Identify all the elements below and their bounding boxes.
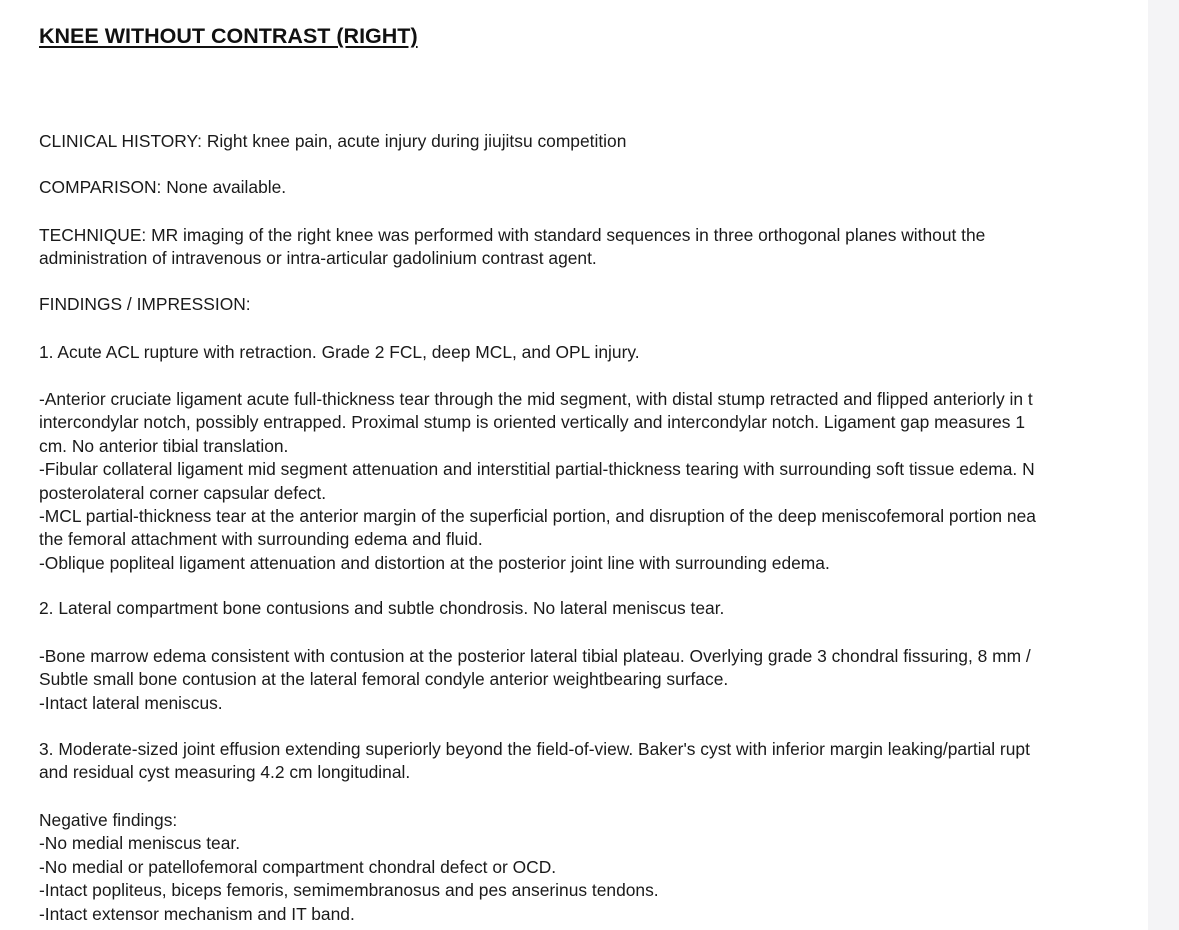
finding-2-details (39, 645, 1147, 715)
finding-2-detail-line: -Intact lateral meniscus. (39, 692, 223, 713)
finding-1-detail-line: -Oblique popliteal ligament attenuation and distortion at the posterior joint line with surrounding edema. (39, 552, 830, 573)
finding-2-summary (39, 597, 1147, 620)
negative-findings-heading: Negative findings: (39, 810, 178, 830)
negative-findings (39, 809, 1147, 926)
comparison-text: COMPARISON: None available. (39, 177, 287, 197)
finding-1-summary (39, 341, 1147, 364)
report-title: KNEE WITHOUT CONTRAST (RIGHT) (39, 24, 418, 48)
technique (39, 224, 1147, 271)
finding-1-detail-line: posterolateral corner capsular defect. (39, 482, 327, 503)
finding-3 (39, 738, 1147, 785)
negative-finding-item: -Intact extensor mechanism and IT band. (39, 903, 355, 924)
negative-finding-item: -No medial meniscus tear. (39, 833, 241, 854)
technique-line: TECHNIQUE: MR imaging of the right knee was performed with standard sequences in three orthogonal planes without the (39, 225, 986, 245)
finding-1-detail-line: intercondylar notch, possibly entrapped. Proximal stump is oriented vertically and intercondylar notch. Ligament gap measures 1 (39, 412, 1025, 433)
finding-1-detail-line: cm. No anterior tibial translation. (39, 435, 289, 456)
finding-1-detail-line: -Fibular collateral ligament mid segment attenuation and interstitial partial-thickness tearing with surrounding soft tissue edema. N (39, 459, 1035, 480)
negative-finding-item: -No medial or patellofemoral compartment chondral defect or OCD. (39, 856, 557, 877)
finding-1-summary-text: 1. Acute ACL rupture with retraction. Grade 2 FCL, deep MCL, and OPL injury. (39, 342, 640, 362)
technique-line: administration of intravenous or intra-articular gadolinium contrast agent. (39, 248, 597, 269)
finding-3-line: 3. Moderate-sized joint effusion extending superiorly beyond the field-of-view. Baker's cyst with inferior margin leaking/partial rupt (39, 739, 1030, 759)
negative-finding-item: -Intact popliteus, biceps femoris, semimembranosus and pes anserinus tendons. (39, 880, 659, 901)
finding-1-detail-line: -Anterior cruciate ligament acute full-thickness tear through the mid segment, with distal stump retracted and flipped anteriorly in t (39, 389, 1033, 409)
finding-2-summary-text: 2. Lateral compartment bone contusions and subtle chondrosis. No lateral meniscus tear. (39, 598, 725, 618)
clinical-history-text: CLINICAL HISTORY: Right knee pain, acute injury during jiujitsu competition (39, 131, 627, 151)
finding-1-details (39, 388, 1147, 575)
finding-1-detail-line: -MCL partial-thickness tear at the anterior margin of the superficial portion, and disruption of the deep meniscofemoral portion nea (39, 506, 1036, 527)
finding-3-line: and residual cyst measuring 4.2 cm longitudinal. (39, 762, 411, 783)
clinical-history (39, 130, 1147, 153)
finding-1-detail-line: the femoral attachment with surrounding edema and fluid. (39, 529, 483, 550)
finding-2-detail-line: -Bone marrow edema consistent with contusion at the posterior lateral tibial plateau. Overlying grade 3 chondral fissuring, 8 mm / (39, 646, 1031, 666)
page-edge-gutter (1148, 0, 1179, 930)
finding-2-detail-line: Subtle small bone contusion at the lateral femoral condyle anterior weightbearing surface. (39, 669, 729, 690)
findings-heading (39, 293, 1147, 316)
report-body (39, 0, 1147, 930)
comparison (39, 176, 1147, 199)
findings-heading-text: FINDINGS / IMPRESSION: (39, 294, 251, 314)
